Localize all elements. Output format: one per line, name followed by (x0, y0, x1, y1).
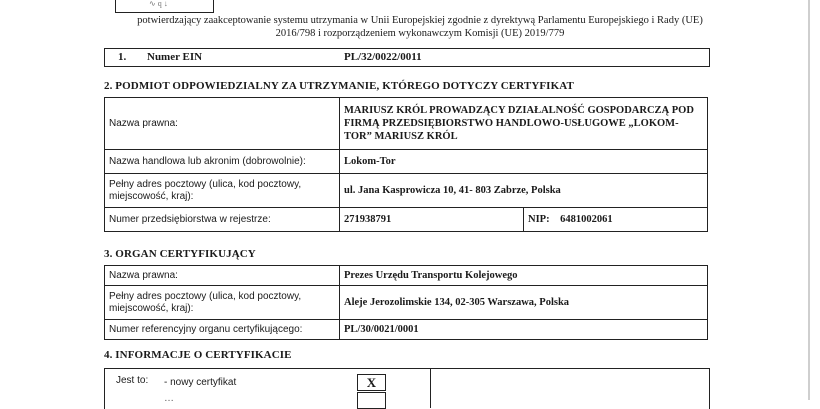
ein-number: 1. (118, 51, 127, 63)
address-label: Pełny adres pocztowy (ulica, kod pocztowy, miejscowość, kraj): (105, 174, 340, 208)
section-4-title: 4. INFORMACJE O CERTYFIKACIE (104, 349, 292, 361)
address-row (105, 174, 708, 208)
stamp-mark: ∿ q ↓ (149, 0, 168, 8)
legal-name-label: Nazwa prawna: (105, 98, 340, 150)
body-ref-row (105, 320, 708, 340)
trade-name-label: Nazwa handlowa lub akronim (dobrowolnie): (105, 150, 340, 174)
address-value: ul. Jana Kasprowicza 10, 41- 803 Zabrze, Polska (340, 174, 708, 208)
is-label: Jest to: (116, 375, 149, 386)
page-edge (808, 0, 810, 400)
ein-label: Numer EIN (147, 51, 203, 63)
option-new-label: - nowy certyfikat (164, 377, 237, 388)
intro-line-1: potwierdzający zaakceptowanie systemu utrzymania w Unii Europejskiej zgodnie z dyrektywą Parlamentu Europejskiego i Rady (UE) (137, 15, 703, 26)
body-address-label: Pełny adres pocztowy (ulica, kod pocztowy, miejscowość, kraj): (105, 286, 340, 320)
nip-cell (524, 208, 708, 232)
option-new-checkbox[interactable]: X (357, 374, 386, 391)
entity-table (104, 97, 708, 232)
nip-label: NIP: (528, 214, 550, 225)
intro-text (110, 14, 730, 40)
option-second-checkbox[interactable] (357, 392, 386, 409)
section-3-title: 3. ORGAN CERTYFIKUJĄCY (104, 248, 256, 260)
body-address-value: Aleje Jerozolimskie 134, 02-305 Warszawa, Polska (340, 286, 708, 320)
trade-name-value: Lokom-Tor (340, 150, 708, 174)
option-second-label-partial: … (164, 393, 174, 404)
body-ref-value: PL/30/0021/0001 (340, 320, 708, 340)
register-value: 271938791 (340, 208, 524, 232)
register-label: Numer przedsiębiorstwa w rejestrze: (105, 208, 340, 232)
legal-name-value: MARIUSZ KRÓL PROWADZĄCY DZIAŁALNOŚĆ GOSPODARCZĄ POD FIRMĄ PRZEDSIĘBIORSTWO HANDLOWO-USŁUGOWE „LOKOM-TOR” MARIUSZ KRÓL (340, 98, 708, 150)
section-2-title: 2. PODMIOT ODPOWIEDZIALNY ZA UTRZYMANIE, KTÓREGO DOTYCZY CERTYFIKAT (104, 80, 574, 92)
certificate-info-box (104, 368, 710, 409)
body-name-value: Prezes Urzędu Transportu Kolejowego (340, 266, 708, 286)
intro-line-2: 2016/798 i rozporządzeniem wykonawczym Komisji (UE) 2019/779 (275, 28, 565, 39)
body-ref-label: Numer referencyjny organu certyfikującego: (105, 320, 340, 340)
body-name-label: Nazwa prawna: (105, 266, 340, 286)
body-address-row (105, 286, 708, 320)
register-row (105, 208, 708, 232)
trade-name-row (105, 150, 708, 174)
ein-row (104, 48, 710, 67)
ein-value: PL/32/0022/0011 (344, 51, 422, 63)
body-name-row (105, 266, 708, 286)
certificate-info-divider (430, 368, 431, 408)
certifying-body-table (104, 265, 708, 340)
legal-name-row (105, 98, 708, 150)
nip-value: 6481002061 (560, 214, 613, 225)
